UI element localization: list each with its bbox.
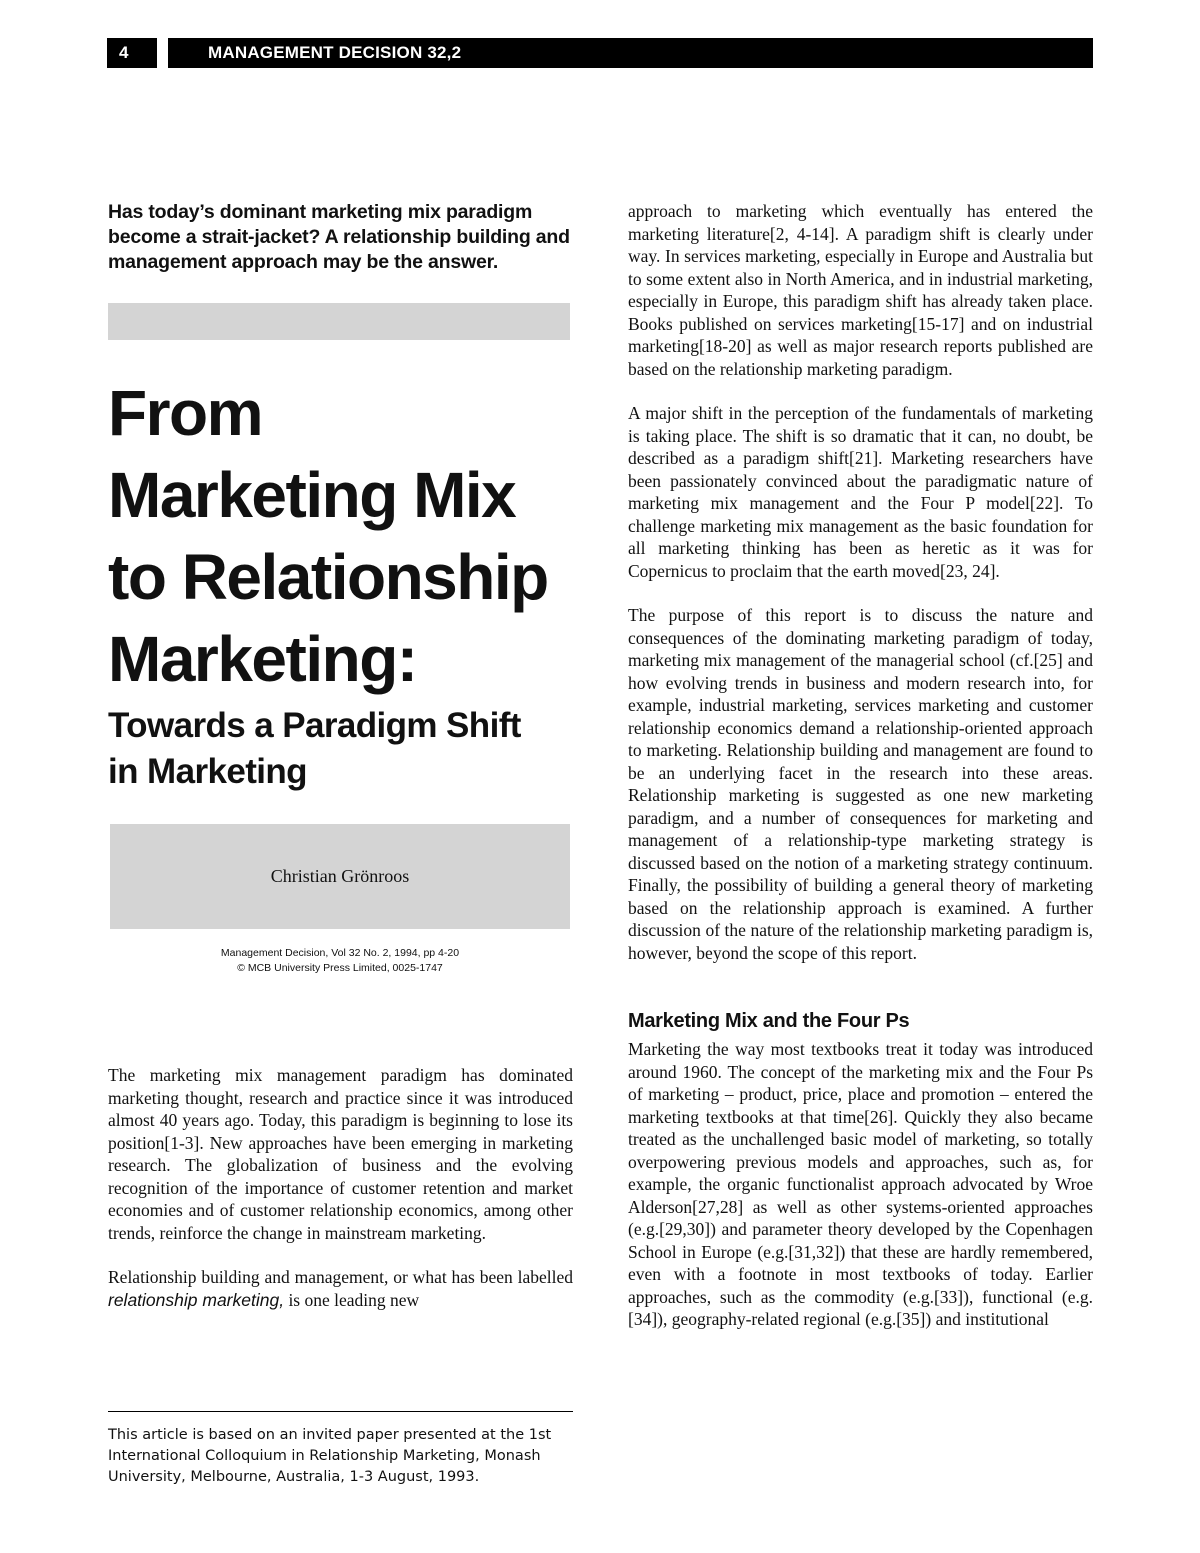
body-paragraph: The purpose of this report is to discuss the nature and consequences of the dominating marketing paradigm of today, marketing mix management of the managerial school (cf.[25] and how evolving trends in business and modern research into, for example, industrial marketing, services marketing and customer relationship economics demand a relationship-oriented approach to marketing. Relationship building and management are found to be an underlying facet in the research into these areas. Relationship marketing is suggested as one new marketing paradigm, and a number of consequences for marketing and management of a relationship-type marketing strategy is discussed based on the notion of a marketing strategy continuum. Finally, the possibility of building a general theory of marketing based on the relationship approach is examined. A further discussion of the nature of the relationship marketing paradigm is, however, beyond the scope of this report. [628, 605, 1093, 963]
lead-paragraph: Has today’s dominant marketing mix paradigm become a strait-jacket? A relationship building and management approach may be the answer. [108, 201, 570, 273]
article-subtitle [108, 703, 588, 795]
footnote: This article is based on an invited paper presented at the 1st International Colloquium in Relationship Marketing, Monash University, Melbourne, Australia, 1-3 August, 1993. [108, 1427, 552, 1485]
citation-line: Management Decision, Vol 32 No. 2, 1994, pp 4-20 [220, 947, 460, 959]
right-column-body [628, 200, 1093, 1353]
title-line: Marketing: [108, 623, 417, 695]
body-paragraph: The marketing mix management paradigm has dominated marketing thought, research and practice since it was introduced almost 40 years ago. Today, this paradigm is beginning to lose its position[1-3]. New approaches have been emerging in marketing research. The globalization of business and the evolving recognition of the importance of customer retention and market economies and of customer relationship economics, among other trends, reinforce the change in mainstream marketing. [108, 1065, 573, 1243]
citation [110, 946, 570, 976]
footnote-rule [108, 1411, 573, 1412]
text-run: Relationship building and management, or what has been labelled [108, 1267, 573, 1287]
title-line: From [108, 377, 262, 449]
author-box [110, 824, 570, 929]
subtitle-line: Towards a Paradigm Shift [108, 706, 521, 745]
author-name: Christian Grönroos [270, 866, 410, 886]
text-run: is one leading new [284, 1289, 420, 1310]
article-title [108, 372, 588, 700]
body-paragraph: Marketing the way most textbooks treat it today was introduced around 1960. The concept of the marketing mix and the Four Ps of marketing – product, price, place and promotion – entered the marketing textbooks at that time[26]. Quickly they also became treated as the unchallenged basic model of marketing, so totally overpowering previous models and approaches, such as, for example, the organic functionalist approach advocated by Wroe Alderson[27,28] as well as other systems-oriented approaches (e.g.[29,30]) and parameter theory developed by the Copenhagen School in Europe (e.g.[31,32]) that these are hardly remembered, even with a footnote in most textbooks of today. Earlier approaches, such as the commodity (e.g.[33]), functional (e.g.[34]), geography-related regional (e.g.[35]) and institutional [628, 1039, 1093, 1329]
citation-line: © MCB University Press Limited, 0025-1747 [237, 962, 443, 974]
left-column-body [108, 1064, 573, 1333]
body-paragraph [108, 1266, 573, 1311]
subtitle-line: in Marketing [108, 752, 307, 791]
emphasis-term: relationship marketing, [108, 1289, 285, 1310]
title-line: Marketing Mix [108, 459, 516, 531]
body-paragraph: A major shift in the perception of the fundamentals of marketing is taking place. The shift is so dramatic that it can, no doubt, be described as a paradigm shift[21]. Marketing researchers have been passionately convinced about the paradigmatic nature of marketing mix management and the Four P model[22]. To challenge marketing mix management as the basic foundation for all marketing thinking has been as heretic as it was for Copernicus to proclaim that the earth moved[23, 24]. [628, 403, 1093, 581]
decorative-strip [108, 303, 570, 340]
journal-header: MANAGEMENT DECISION 32,2 [168, 38, 1093, 68]
title-line: to Relationship [108, 541, 548, 613]
body-paragraph: approach to marketing which eventually has entered the marketing literature[2, 4-14]. A paradigm shift is clearly under way. In services marketing, especially in Europe and Australia but to some extent also in North America, and in industrial marketing, especially in Europe, this paradigm shift has already taken place. Books published on services marketing[15-17] and on industrial marketing[18-20] as well as major research reports published are based on the relationship marketing paradigm. [628, 201, 1093, 379]
page-number: 4 [107, 38, 157, 68]
section-heading: Marketing Mix and the Four Ps [628, 1010, 910, 1032]
